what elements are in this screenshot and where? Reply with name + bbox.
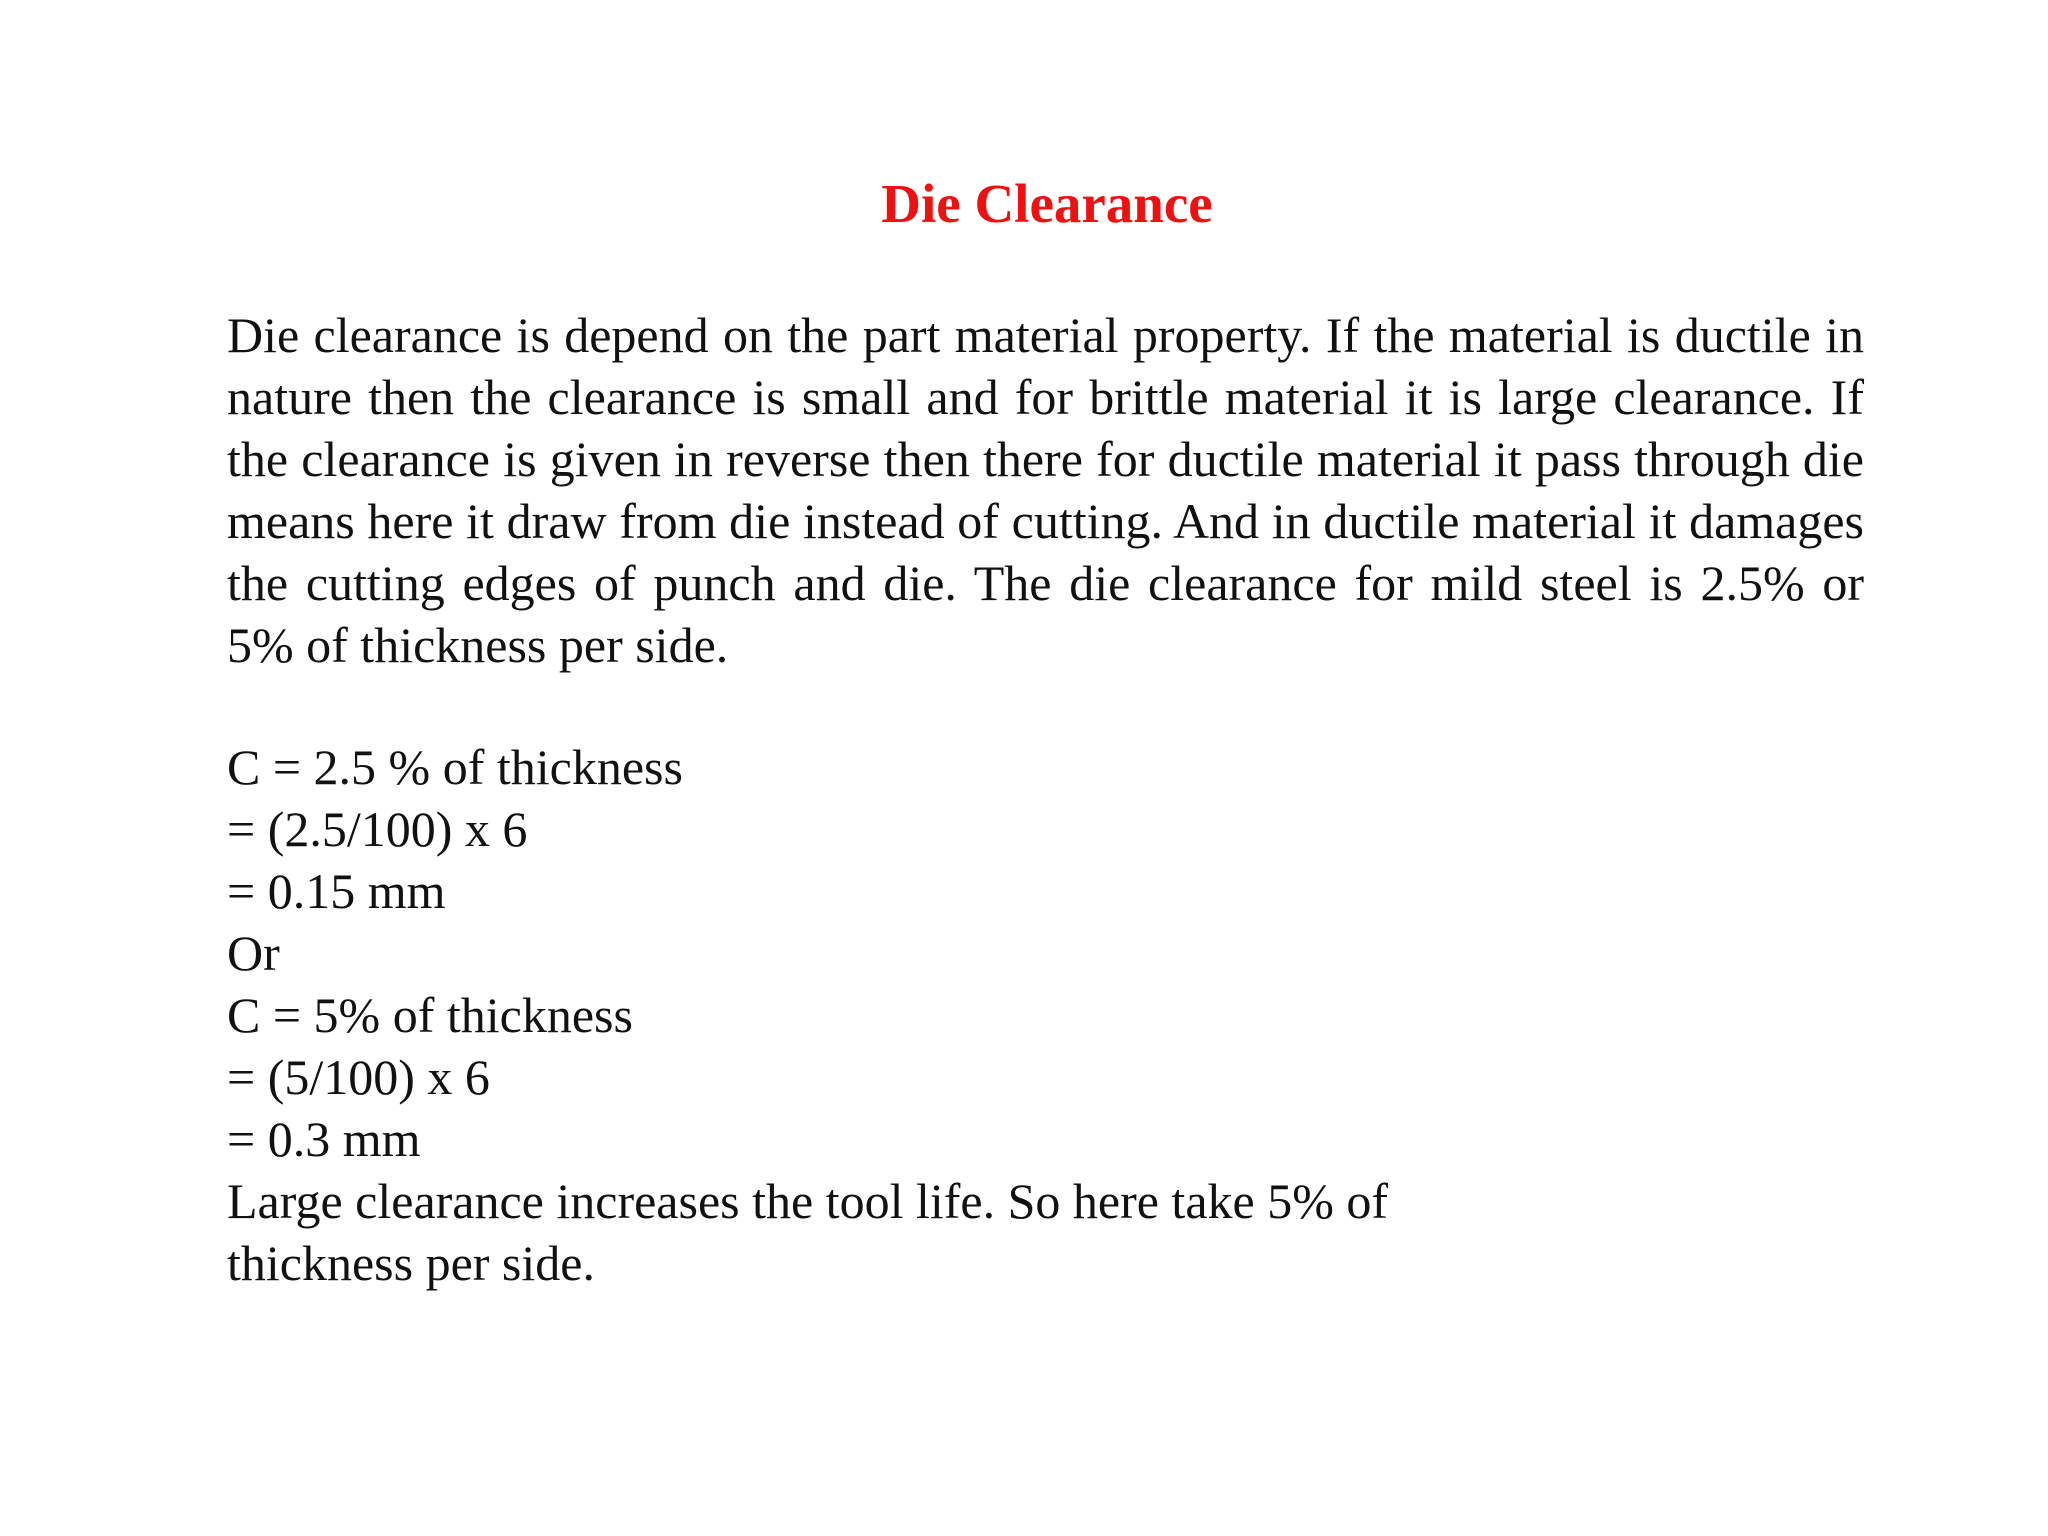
calc-line: = 0.3 mm bbox=[227, 1111, 421, 1167]
slide-title: Die Clearance bbox=[881, 173, 1213, 234]
calc-line: C = 5% of thickness bbox=[227, 987, 633, 1043]
calc-line: Or bbox=[227, 925, 280, 981]
calc-line: C = 2.5 % of thickness bbox=[227, 739, 683, 795]
calc-line: = (5/100) x 6 bbox=[227, 1049, 490, 1105]
body-paragraph: Die clearance is depend on the part material property. If the material is ductile in nature then the clearance is small and for brittle material it is large clearance. If the clearance is given in reverse then there for ductile material it pass through die means here it draw from die instead of cutting. And in ductile material it damages the cutting edges of punch and die. The die clearance for mild steel is 2.5% or 5% of thickness per side. bbox=[227, 307, 1864, 673]
calc-line: = (2.5/100) x 6 bbox=[227, 801, 528, 857]
conclusion-line: thickness per side. bbox=[227, 1235, 595, 1291]
calc-line: = 0.15 mm bbox=[227, 863, 446, 919]
conclusion-line: Large clearance increases the tool life. So here take 5% of bbox=[227, 1173, 1389, 1229]
calculation-block bbox=[227, 736, 1527, 1294]
